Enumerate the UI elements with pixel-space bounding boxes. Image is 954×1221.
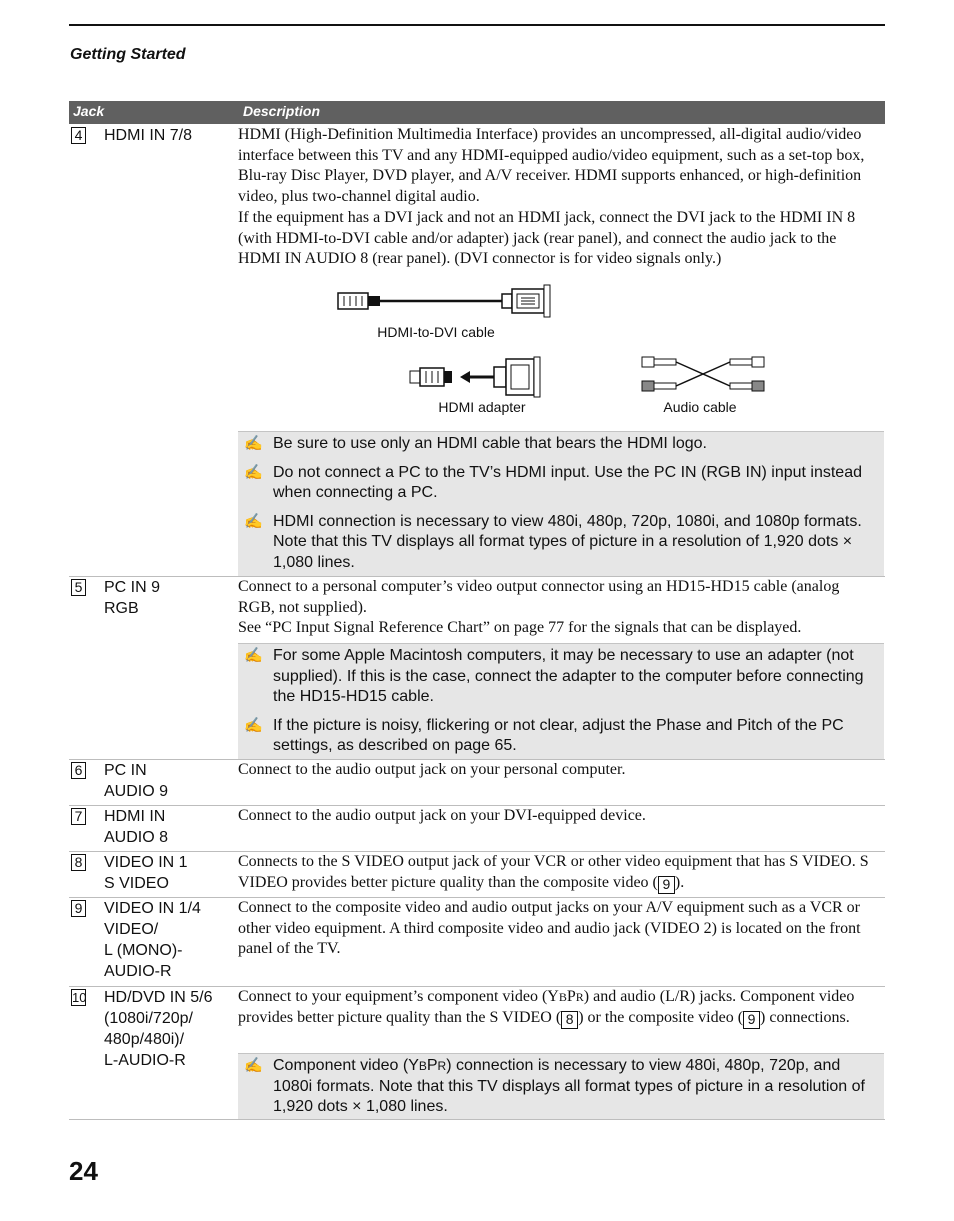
audio-cable-illustration [640,353,766,395]
note-box [238,1053,884,1119]
note-item [238,463,884,504]
subscript-r: R [575,990,584,1004]
jack-description: Connect to the audio output jack on your DVI-equipped device. [238,807,646,824]
table-row-hdmi-in-7-8 [69,125,885,577]
subscript-b: B [418,1059,427,1073]
description-paragraph: Connect to a personal computer’s video output connector using an HD15-HD15 cable (analog RGB, not supplied). [238,578,840,616]
description-paragraph: See “PC Input Signal Reference Chart” on page 77 for the signals that can be displayed. [238,619,802,637]
note-text: Be sure to use only an HDMI cable that bears the HDMI logo. [273,435,707,452]
table-row-pc-in-9-rgb [69,577,885,760]
note-pencil-icon: ✍ [244,1057,263,1074]
hdmi-to-dvi-cable-illustration [334,283,554,321]
page-number: 24 [69,1156,98,1186]
note-box [238,643,884,759]
description-paragraph: HDMI (High-Definition Multimedia Interface) provides an uncompressed, all-digital audio/video interface between this TV and any HDMI-equipped audio/video equipment, such as a set-top box, Blu-ray Disc Player, DVD player, and A/V receiver. HDMI supports enhanced, or high-definition video, plus two-channel digital audio. [238,126,865,206]
description-text: ). [674,873,685,891]
note-item: ✍ Component video (YBPR) connection is necessary to view 480i, 480p, 720p, and 1080i formats. Note that this TV displays all format types of picture in a resolution of 1,920 dots × 1,080 lines. [244,1057,865,1115]
jack-number: 9 [71,900,86,917]
description-text: ) connections. [760,1008,850,1026]
note-pencil-icon: ✍ [244,435,263,452]
table-row-video-in-1-s-video [69,852,885,898]
jack-reference-box: 9 [743,1011,760,1029]
note-item [238,512,884,574]
jack-label: HD/DVD IN 5/6 (1080i/720p/ 480p/480i)/ L-AUDIO-R [104,989,213,1069]
jack-number: 8 [71,854,86,871]
header-description: Description [243,103,321,119]
note-item [238,434,884,455]
jack-label: HDMI IN 7/8 [104,127,193,144]
description-text: Connects to the S VIDEO output jack of your VCR or other video equipment that has S VIDEO. S VIDEO provides better picture quality than the composite video ( [238,853,869,891]
jack-number: 6 [71,762,86,779]
note-item [238,646,884,708]
jack-number: 7 [71,808,86,825]
description-text: ) or the composite video ( [578,1008,744,1026]
audio-cable-caption: Audio cable [663,399,737,415]
jack-description: Connect to the audio output jack on your personal computer. [238,761,626,778]
jack-number: 4 [71,127,86,144]
note-pencil-icon: ✍ [244,512,263,530]
hdmi-adapter-illustration [408,355,548,399]
jack-number: 5 [71,579,86,596]
hdmi-to-dvi-cable-caption: HDMI-to-DVI cable [377,324,495,340]
description-paragraph: If the equipment has a DVI jack and not an HDMI jack, connect the DVI jack to the HDMI IN 8 (with HDMI-to-DVI cable and/or adapter) jack (rear panel), and connect the audio jack to the HDMI IN AUDIO 8 (rear panel). (DVI connector is for video signals only.) [238,208,856,268]
description-text: ) and audio (L/R) jacks. Component video provides better picture quality than the S VIDEO ( [238,988,855,1026]
jack-description: Connect to the composite video and audio output jacks on your A/V equipment such as a VCR or other video equipment. A third composite video and audio jack (VIDEO 2) is located on the front panel of the TV. [238,899,861,958]
table-row-pc-in-audio-9 [69,760,885,806]
section-title: Getting Started [70,46,186,63]
note-pencil-icon: ✍ [244,716,263,734]
table-row-hdmi-in-audio-8 [69,806,885,852]
hdmi-adapter-caption: HDMI adapter [438,399,526,415]
table-header [69,101,885,124]
jack-description: Connect to your equipment’s component video (YBPR) and audio (L/R) jacks. Component video provides better picture quality than the S VIDEO ( 8 ) or the composite video ( 9 ) connections. [238,988,855,1027]
subscript-r: R [437,1059,447,1073]
jack-label: PC IN AUDIO 9 [104,762,169,800]
note-item [238,716,884,757]
jack-label: VIDEO IN 1/4 VIDEO/ L (MONO)- AUDIO-R [104,900,201,980]
subscript-b: B [558,990,567,1004]
note-text: If the picture is noisy, flickering or not clear, adjust the Phase and Pitch of the PC settings, as described on page 65. [273,716,844,754]
note-text: Component video (Y [273,1057,419,1074]
header-jack: Jack [73,103,105,119]
note-pencil-icon: ✍ [244,647,263,664]
note-box [238,431,884,576]
description-text: Connect to your equipment’s component video (Y [238,988,559,1005]
jack-label: VIDEO IN 1 S VIDEO [104,854,188,892]
jack-description [238,577,878,639]
note-text: For some Apple Macintosh computers, it may be necessary to use an adapter (not supplied). If this is the case, connect the adapter to the computer before connecting the HD15-HD15 cable. [273,647,864,705]
note-text: Do not connect a PC to the TV’s HDMI input. Use the PC IN (RGB IN) input instead when connecting a PC. [273,463,862,501]
jack-reference-box: 9 [658,876,675,894]
note-text: ) connection is necessary to view 480i, 480p, 720p, and 1080i formats. Note that this TV displays all format types of picture in a resolution of 1,920 dots × 1,080 lines. [273,1057,865,1115]
jack-reference-box: 8 [561,1011,578,1029]
jack-label: HDMI IN AUDIO 8 [104,808,169,846]
table-row-hd-dvd-in-5-6 [69,987,885,1120]
jack-label: PC IN 9 RGB [104,579,161,617]
jack-description [238,125,878,270]
note-pencil-icon: ✍ [244,463,263,481]
jack-number: 10 [72,990,87,1005]
table-row-video-in-1-4 [69,898,885,987]
top-rule [69,24,885,26]
jack-description [238,852,878,894]
note-text: HDMI connection is necessary to view 480i, 480p, 720p, 1080i, and 1080p formats. Note that this TV displays all format types of picture in a resolution of 1,920 dots × 1,080 lines. [273,512,862,571]
